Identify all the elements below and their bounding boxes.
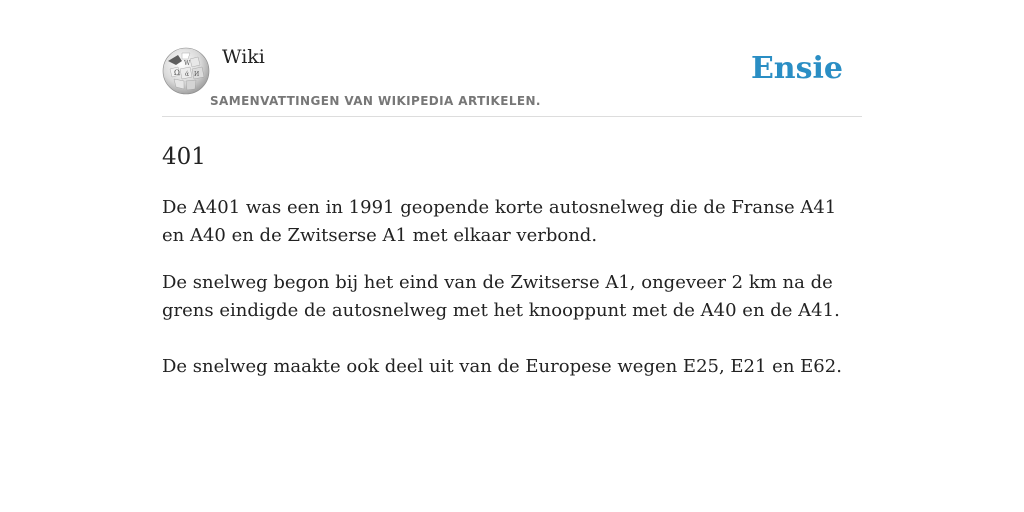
page xyxy=(162,0,862,381)
article-title: 401 xyxy=(162,144,206,170)
svg-text:И: И xyxy=(194,71,200,78)
site-tagline: SAMENVATTINGEN VAN WIKIPEDIA ARTIKELEN. xyxy=(210,94,541,108)
svg-text:W: W xyxy=(184,60,191,67)
article-paragraph: De snelweg maakte ook deel uit van de Europese wegen E25, E21 en E62. xyxy=(162,356,842,377)
site-header xyxy=(162,0,862,117)
article-paragraph: De snelweg begon bij het eind van de Zwitserse A1, ongeveer 2 km na de grens eindigde de autosnelweg met het knooppunt met de A40 en de A41. xyxy=(162,272,840,321)
brand-link[interactable]: Ensie xyxy=(750,51,843,86)
site-name[interactable]: Wiki xyxy=(222,46,265,68)
svg-text:Ω: Ω xyxy=(174,69,180,77)
svg-text:ά: ά xyxy=(185,71,190,78)
article-paragraph: De A401 was een in 1991 geopende korte autosnelweg die de Franse A41 en A40 en de Zwitserse A1 met elkaar verbond. xyxy=(162,197,837,246)
wikipedia-globe-icon[interactable] xyxy=(162,47,210,95)
